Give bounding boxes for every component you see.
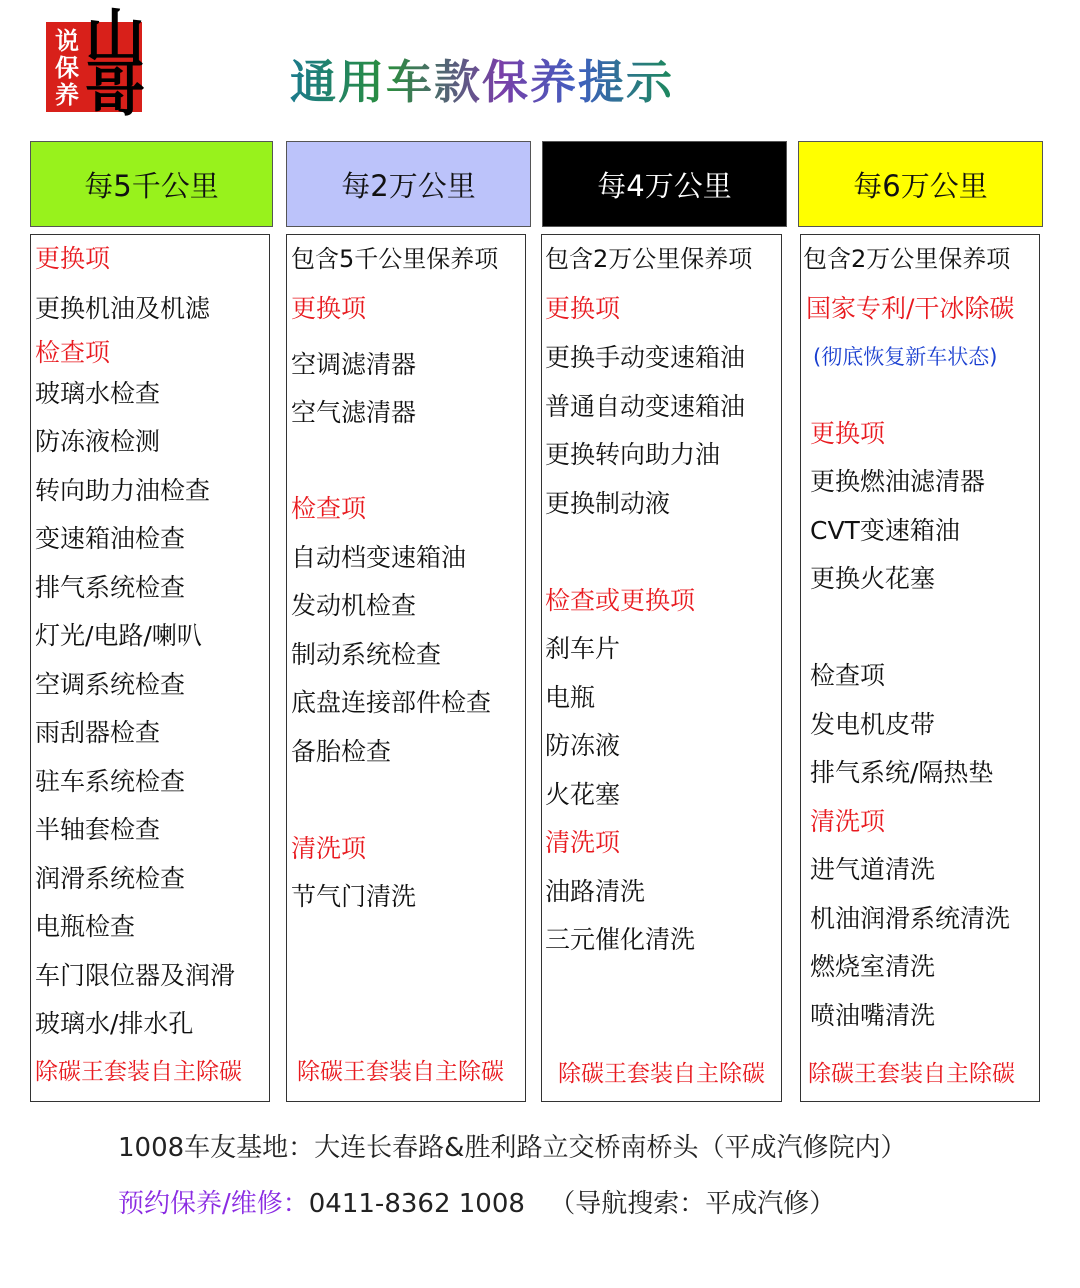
column-box-40k — [541, 234, 782, 1102]
column-header-20k — [286, 141, 531, 227]
list-item: 更换项 — [291, 294, 367, 323]
column-box-60k — [800, 234, 1040, 1102]
footnote-item: 除碳王套装自主除碳 — [35, 1059, 242, 1085]
list-item: 检查或更换项 — [545, 586, 696, 615]
footnote-item: 除碳王套装自主除碳 — [558, 1061, 765, 1087]
list-item: 包含5千公里保养项 — [291, 245, 499, 273]
logo-small-text: 说保养 — [55, 27, 79, 109]
list-item: 清洗项 — [291, 834, 367, 863]
list-item: 灯光/电路/喇叭 — [35, 621, 202, 650]
footnote-item: 除碳王套装自主除碳 — [808, 1061, 1015, 1087]
column-box-20k — [286, 234, 526, 1102]
list-item: 检查项 — [810, 661, 886, 690]
booking-label: 预约保养/维修： — [118, 1189, 309, 1219]
list-item: 清洗项 — [810, 807, 886, 836]
column-header-60k — [798, 141, 1043, 227]
column-header-label: 每2万公里 — [341, 168, 476, 203]
list-item: 空气滤清器 — [291, 398, 417, 427]
page-title: 通用车款保养提示 — [290, 46, 674, 112]
list-item: 包含2万公里保养项 — [803, 245, 1011, 273]
list-item: 火花塞 — [545, 780, 621, 809]
list-item: 节气门清洗 — [291, 882, 417, 911]
list-item: 喷油嘴清洗 — [810, 1001, 936, 1030]
column-header-40k — [542, 141, 787, 227]
list-item: (彻底恢复新车状态) — [813, 345, 998, 369]
list-item: 更换燃油滤清器 — [810, 467, 986, 496]
list-item: 半轴套检查 — [35, 815, 161, 844]
column-header-5k — [30, 141, 273, 227]
list-item: 电瓶检查 — [35, 912, 136, 941]
booking-line — [118, 1183, 835, 1220]
list-item: 防冻液检测 — [35, 427, 161, 456]
list-item: 检查项 — [291, 494, 367, 523]
list-item: 包含2万公里保养项 — [545, 245, 753, 273]
list-item: 更换项 — [545, 294, 621, 323]
list-item: 更换项 — [35, 244, 111, 273]
list-item: 雨刮器检查 — [35, 718, 161, 747]
list-item: 车门限位器及润滑 — [35, 961, 236, 990]
list-item: 底盘连接部件检查 — [291, 688, 492, 717]
logo-big-text: 山哥 — [85, 3, 145, 125]
column-header-label: 每4万公里 — [597, 168, 732, 203]
address-line: 1008车友基地：大连长春路&胜利路立交桥南桥头（平成汽修院内） — [118, 1133, 907, 1163]
list-item: 更换机油及机滤 — [35, 294, 211, 323]
list-item: 驻车系统检查 — [35, 767, 186, 796]
list-item: 更换转向助力油 — [545, 440, 721, 469]
list-item: 进气道清洗 — [810, 855, 936, 884]
list-item: 空调滤清器 — [291, 350, 417, 379]
phone-number: 0411-8362 1008 — [308, 1189, 525, 1219]
list-item: 发电机皮带 — [810, 710, 936, 739]
column-box-5k — [30, 234, 270, 1102]
logo — [46, 3, 150, 125]
list-item: 空调系统检查 — [35, 670, 186, 699]
list-item: 更换手动变速箱油 — [545, 343, 746, 372]
list-item: 更换制动液 — [545, 489, 671, 518]
list-item: 国家专利/干冰除碳 — [806, 294, 1015, 323]
column-header-label: 每6万公里 — [853, 168, 988, 203]
list-item: 排气系统检查 — [35, 573, 186, 602]
list-item: 更换项 — [810, 419, 886, 448]
navigation-hint: （导航搜索：平成汽修） — [549, 1189, 836, 1219]
list-item: 防冻液 — [545, 731, 621, 760]
list-item: CVT变速箱油 — [810, 516, 960, 545]
list-item: 润滑系统检查 — [35, 864, 186, 893]
column-header-label: 每5千公里 — [84, 168, 219, 203]
list-item: 三元催化清洗 — [545, 925, 696, 954]
footnote-item: 除碳王套装自主除碳 — [297, 1059, 504, 1085]
list-item: 玻璃水检查 — [35, 379, 161, 408]
list-item: 玻璃水/排水孔 — [35, 1009, 194, 1038]
list-item: 刹车片 — [545, 634, 621, 663]
list-item: 机油润滑系统清洗 — [810, 904, 1011, 933]
list-item: 油路清洗 — [545, 877, 646, 906]
list-item: 普通自动变速箱油 — [545, 392, 746, 421]
list-item: 变速箱油检查 — [35, 524, 186, 553]
list-item: 清洗项 — [545, 828, 621, 857]
list-item: 燃烧室清洗 — [810, 952, 936, 981]
list-item: 自动档变速箱油 — [291, 543, 467, 572]
list-item: 发动机检查 — [291, 591, 417, 620]
list-item: 转向助力油检查 — [35, 476, 211, 505]
list-item: 更换火花塞 — [810, 564, 936, 593]
list-item: 电瓶 — [545, 683, 596, 712]
list-item: 制动系统检查 — [291, 640, 442, 669]
list-item: 排气系统/隔热垫 — [810, 758, 994, 787]
list-item: 检查项 — [35, 338, 111, 367]
list-item: 备胎检查 — [291, 737, 392, 766]
